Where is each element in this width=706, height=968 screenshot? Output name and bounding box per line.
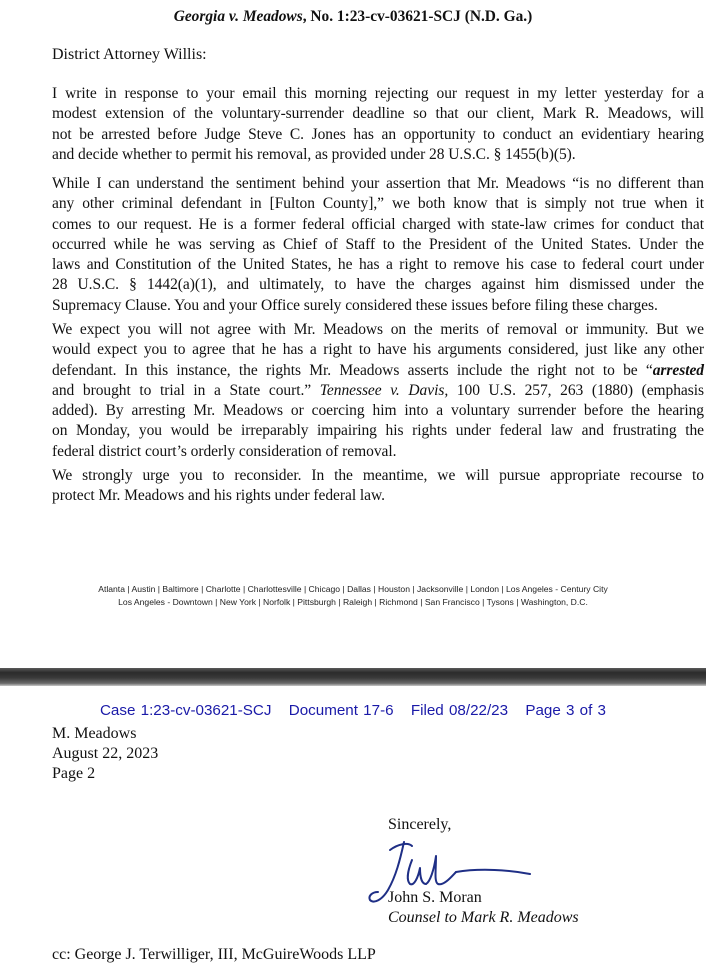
- paragraph-text: and brought to trial in a State court.”: [52, 381, 320, 399]
- paragraph-line: laws and Constitution of the United States, he has a right to remove his case to federal court under: [52, 256, 704, 274]
- letter-page-2: [0, 686, 706, 968]
- paragraph-line: [52, 361, 704, 381]
- paragraph-line: We expect you will not agree with Mr. Meadows on the merits of removal or immunity. But we: [52, 321, 704, 338]
- paragraph-line: not be arrested before Judge Steve C. Jones has an opportunity to conduct an evidentiary hearing: [52, 125, 704, 143]
- signer-title: Counsel to Mark R. Meadows: [388, 909, 579, 926]
- ecf-document-number: Document 17-6: [288, 702, 394, 719]
- paragraph-line: 28 U.S.C. § 1442(a)(1), and ultimately, to have the charges against him dismissed under the: [52, 276, 704, 294]
- paragraph-text: 100 U.S. 257, 263 (1880) (emphasis: [448, 381, 704, 399]
- case-name: Georgia v. Meadows: [173, 8, 303, 25]
- paragraph-line: comes to our request. He is a former federal official charged with state-law crimes for conduct that: [52, 215, 704, 233]
- letter-date: August 22, 2023: [52, 745, 159, 762]
- paragraph-line: federal district court’s orderly consideration of removal.: [52, 442, 397, 460]
- cc-line: cc: George J. Terwilliger, III, McGuireWoods LLP: [52, 946, 376, 963]
- paragraph-line: While I can understand the sentiment behind your assertion that Mr. Meadows “is no different than: [52, 175, 704, 192]
- emphasized-word: arrested: [652, 361, 704, 379]
- signer-block: [388, 888, 579, 928]
- paragraph-line: added). By arresting Mr. Meadows or coercing him into a voluntary surrender before the hearing: [52, 402, 704, 420]
- ecf-case-number: Case 1:23-cv-03621-SCJ: [99, 702, 272, 719]
- closing-sincerely: Sincerely,: [388, 816, 452, 833]
- case-citation: , No. 1:23-cv-03621-SCJ (N.D. Ga.): [302, 8, 533, 25]
- paragraph-3: [52, 320, 704, 462]
- salutation: District Attorney Willis:: [52, 46, 207, 63]
- recipient-name: M. Meadows: [52, 725, 137, 742]
- paragraph-line: I write in response to your email this morning rejecting our request in my letter yesterday for a: [52, 85, 704, 102]
- page-break-divider: [0, 668, 706, 686]
- office-line: Los Angeles - Downtown | New York | Norfolk | Pittsburgh | Raleigh | Richmond | San Francisco | Tysons | Washington, D.C.: [118, 597, 588, 607]
- office-line: Atlanta | Austin | Baltimore | Charlotte | Charlottesville | Chicago | Dallas | Houston | Jacksonville | London | Los Angeles - Century City: [98, 584, 608, 594]
- signer-name: John S. Moran: [388, 889, 482, 906]
- paragraph-1: [52, 84, 704, 165]
- paragraph-line: We strongly urge you to reconsider. In the meantime, we will pursue appropriate recourse to: [52, 467, 704, 484]
- ecf-filed-date: Filed 08/22/23: [410, 702, 509, 719]
- office-locations-footer: [0, 583, 706, 609]
- paragraph-line: would expect you to agree that he has a right to have his arguments considered, just like any other: [52, 341, 704, 359]
- paragraph-line: Supremacy Clause. You and your Office surely considered these issues before filing these charges.: [52, 296, 658, 314]
- paragraph-4: [52, 466, 704, 507]
- paragraph-line: modest extension of the voluntary-surrender deadline so that our client, Mark R. Meadows, will: [52, 105, 704, 123]
- paragraph-2: [52, 174, 704, 316]
- paragraph-line: any other criminal defendant in [Fulton County],” we both know that is simply not true when it: [52, 195, 704, 213]
- ecf-page-number: Page 3 of 3: [525, 702, 607, 719]
- paragraph-text: defendant. In this instance, the rights Mr. Meadows asserts include the right not to be “: [52, 361, 653, 379]
- paragraph-line: and decide whether to permit his removal, as provided under 28 U.S.C. § 1455(b)(5).: [52, 145, 576, 163]
- recipient-block: [52, 724, 158, 784]
- paragraph-line: occurred while he was serving as Chief of Staff to the President of the United States. Under the: [52, 235, 704, 253]
- paragraph-line: [52, 381, 704, 401]
- ecf-filing-header: [0, 702, 706, 719]
- paragraph-line: on Monday, you would be irreparably impairing his rights under federal law and frustrating the: [52, 422, 704, 440]
- case-citation-italic: Tennessee v. Davis,: [319, 381, 449, 399]
- case-caption-header: [0, 8, 706, 26]
- paragraph-line: protect Mr. Meadows and his rights under federal law.: [52, 487, 385, 505]
- page-label: Page 2: [52, 765, 96, 782]
